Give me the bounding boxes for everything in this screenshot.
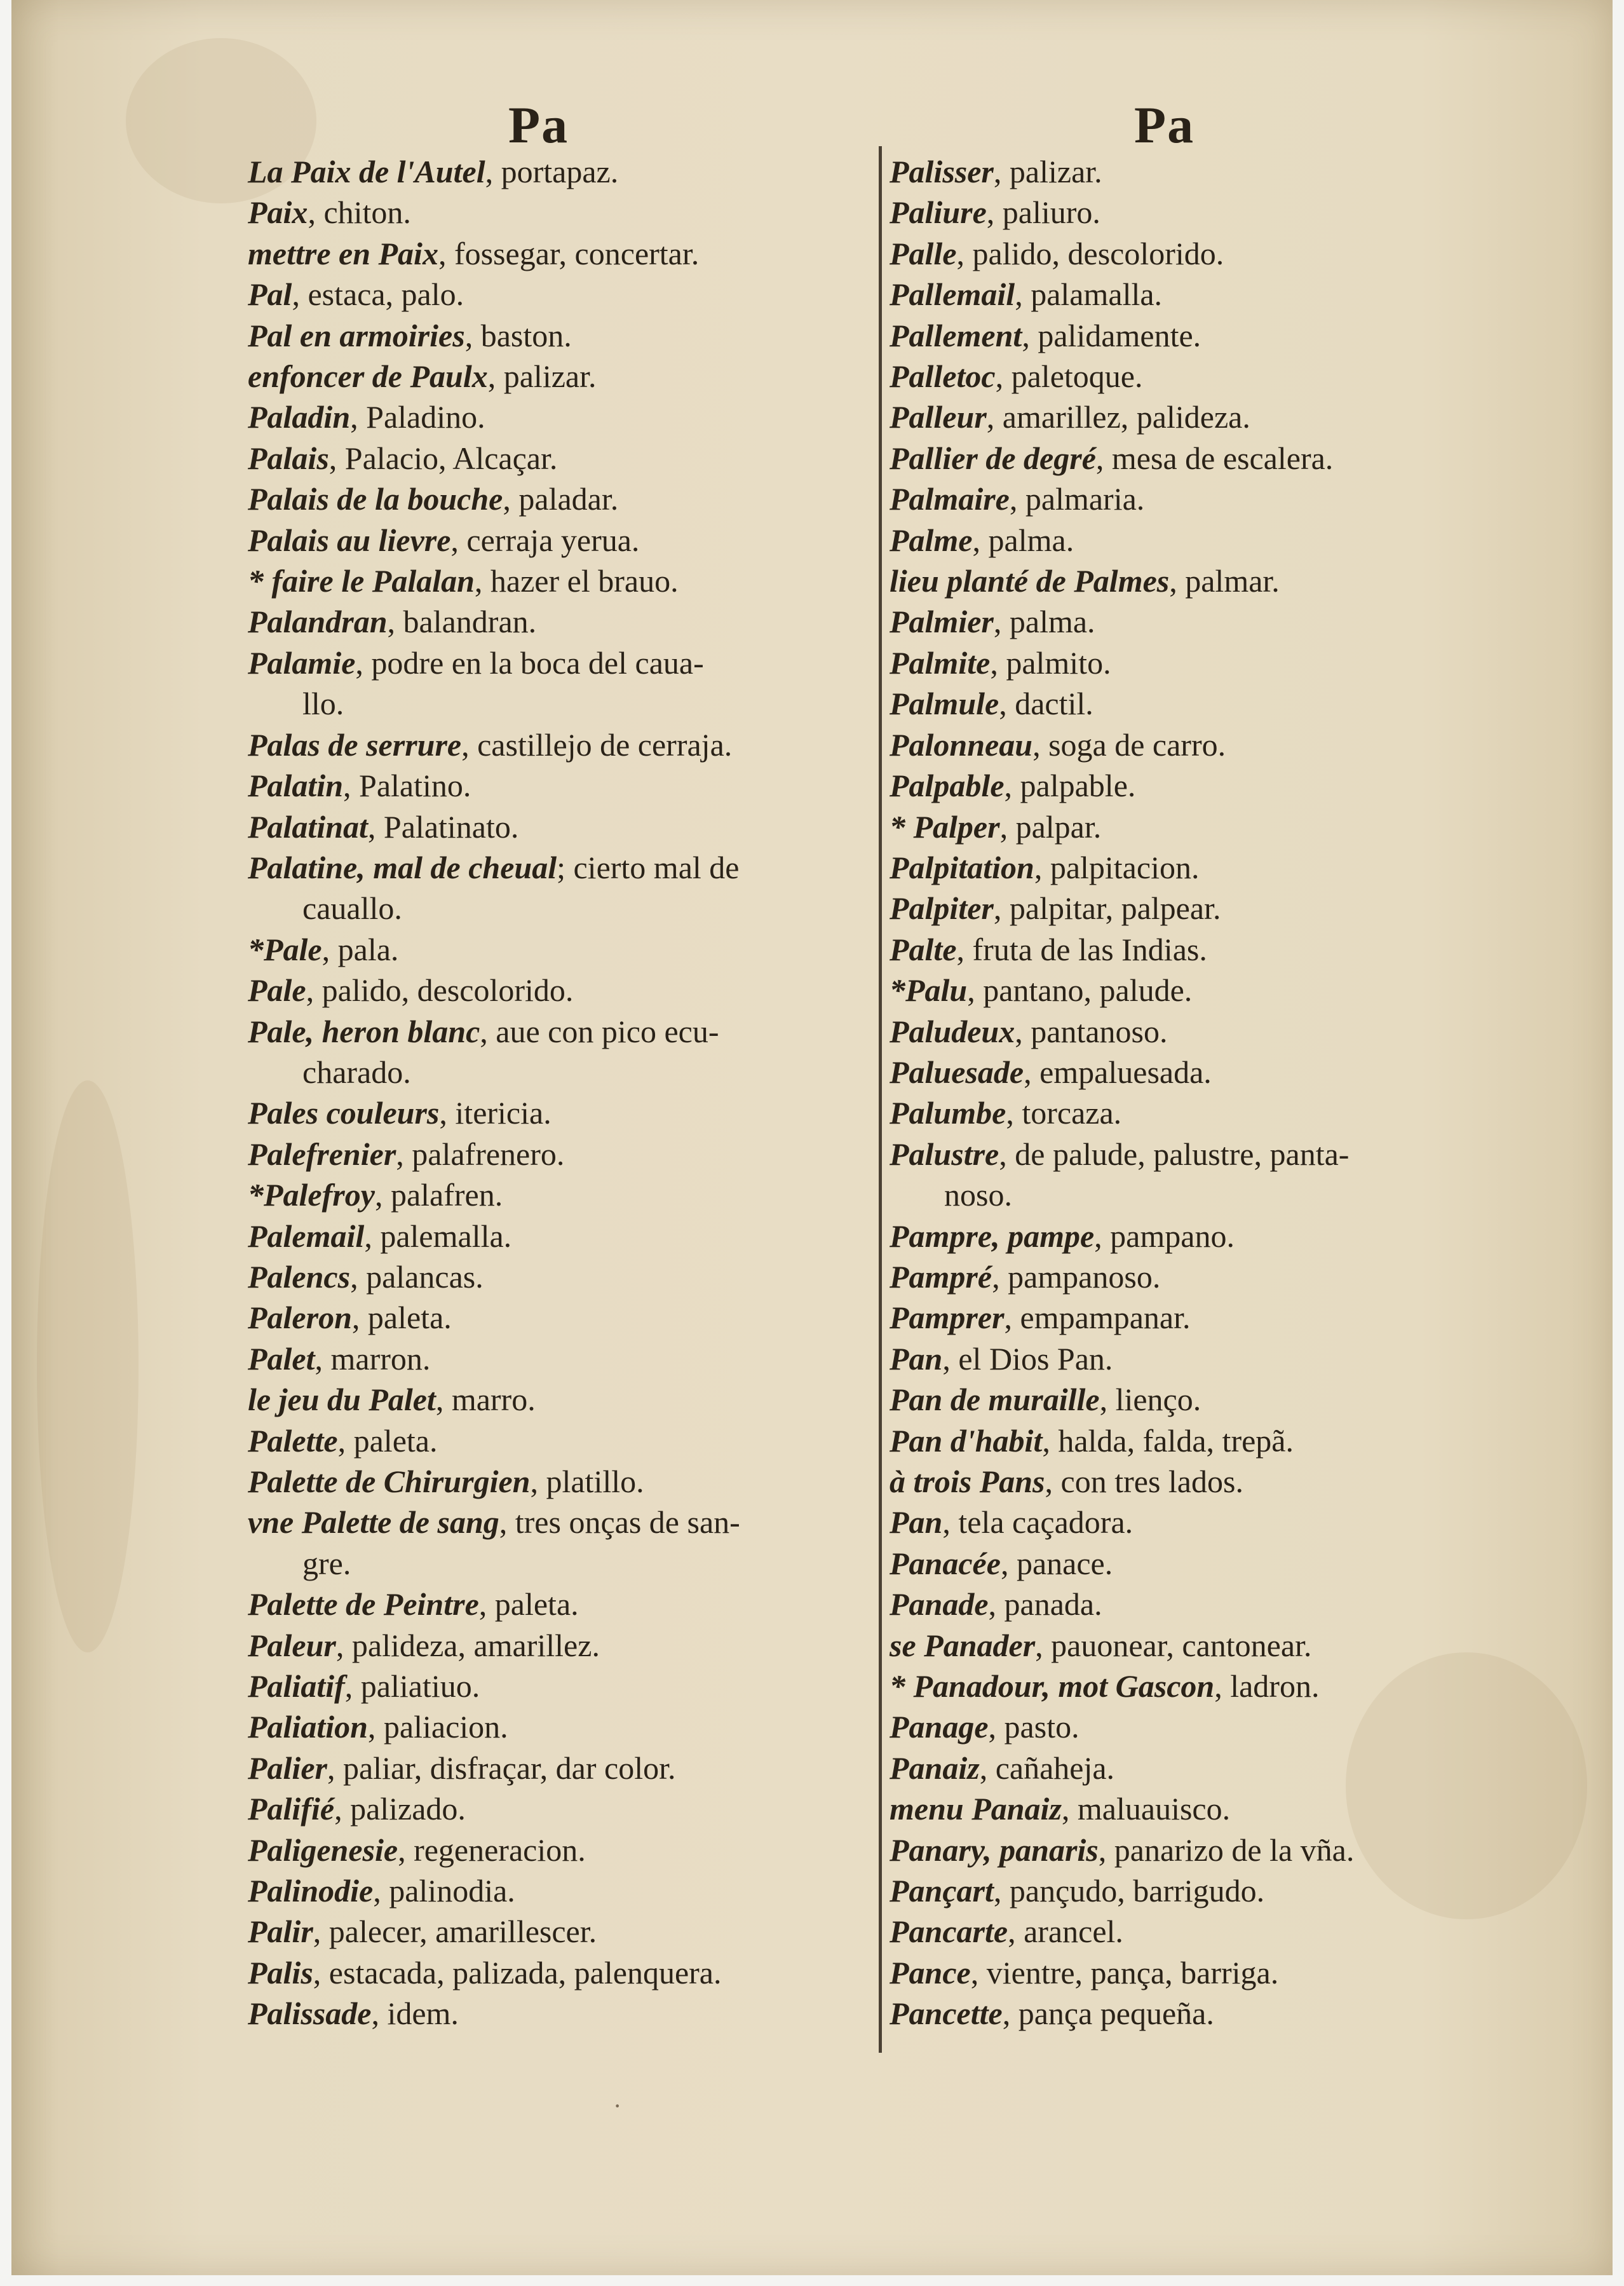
dictionary-entry	[890, 274, 1503, 315]
dictionary-entry	[248, 438, 877, 479]
entry-translation: , lienço.	[1099, 1382, 1201, 1418]
entry-translation: , empampanar.	[1004, 1300, 1191, 1336]
entry-headword: Pale, heron blanc	[248, 1013, 480, 1049]
entry-translation: , pampano.	[1094, 1218, 1235, 1254]
entry-translation: , marron.	[315, 1340, 431, 1377]
entry-headword: menu Panaiz	[890, 1791, 1062, 1827]
entry-headword: Paix	[248, 194, 308, 231]
entry-translation: noso.	[944, 1177, 1012, 1213]
entry-translation: , panace.	[1000, 1545, 1113, 1581]
dictionary-entry	[248, 1543, 877, 1584]
entry-translation: , palideza, amarillez.	[335, 1627, 600, 1663]
dictionary-entry	[248, 683, 877, 724]
dictionary-entry	[890, 806, 1503, 847]
dictionary-entry	[890, 1706, 1503, 1747]
dictionary-entry	[890, 1911, 1503, 1952]
entry-headword: *Palefroy	[248, 1177, 375, 1213]
entry-headword: Pallemail	[890, 276, 1015, 313]
entry-translation: , castillejo de cerraja.	[461, 726, 733, 763]
entry-headword: Palier	[248, 1750, 327, 1786]
dictionary-entry	[248, 233, 877, 274]
dictionary-entry	[248, 356, 877, 397]
entry-headword: Palette de Chirurgien	[248, 1464, 531, 1499]
entry-headword: Palas de serrure	[248, 726, 462, 763]
entry-translation: , tres onças de san-	[499, 1504, 740, 1541]
dictionary-entry	[248, 1134, 877, 1174]
dictionary-entry	[248, 970, 877, 1010]
dictionary-entry	[248, 561, 877, 601]
entry-translation: , paleta.	[337, 1422, 438, 1459]
dictionary-entry	[890, 1379, 1503, 1420]
entry-headword: Palmier	[890, 604, 994, 640]
entry-translation: , pançudo, barrigudo.	[993, 1873, 1265, 1909]
dictionary-entry	[890, 233, 1503, 274]
entry-headword: Palmite	[890, 644, 991, 681]
entry-headword: *Pale	[248, 931, 322, 967]
entry-headword: Paliure	[890, 194, 987, 231]
entry-headword: Paligenesie	[248, 1832, 398, 1868]
dictionary-entry	[248, 1625, 877, 1666]
entry-translation: , idem.	[371, 1996, 459, 2032]
dictionary-entry	[890, 1748, 1503, 1788]
dictionary-entry	[248, 1011, 877, 1052]
entry-headword: Palandran	[248, 604, 388, 640]
entry-translation: , panada.	[988, 1586, 1102, 1623]
dictionary-entry	[890, 1420, 1503, 1461]
dictionary-entry	[890, 1584, 1503, 1624]
dictionary-entry	[248, 1870, 877, 1911]
entry-translation: llo.	[302, 686, 344, 722]
dictionary-entry	[248, 1993, 877, 2034]
entry-translation: , palmito.	[990, 644, 1111, 681]
dictionary-entry	[890, 1830, 1503, 1870]
dictionary-entry	[890, 970, 1503, 1010]
entry-headword: Pale	[248, 972, 306, 1009]
entry-translation: , empaluesada.	[1024, 1054, 1212, 1090]
entry-headword: Panage	[890, 1709, 989, 1745]
entry-headword: Palmaire	[890, 481, 1010, 517]
entry-headword: Palte	[890, 931, 957, 967]
entry-translation: , pança pequeña.	[1002, 1996, 1214, 2032]
entry-translation: , ladron.	[1214, 1668, 1320, 1704]
entry-translation: , paliar, disfraçar, dar color.	[327, 1750, 676, 1786]
entry-translation: , paleta.	[478, 1586, 579, 1623]
dictionary-entry	[890, 1174, 1503, 1215]
entry-headword: Palle	[890, 235, 957, 271]
entry-translation: gre.	[302, 1545, 351, 1581]
entry-headword: Pales couleurs	[248, 1095, 440, 1131]
entry-translation: ; cierto mal de	[557, 849, 740, 885]
entry-headword: Palamie	[248, 644, 356, 681]
entry-headword: Pan	[890, 1504, 943, 1541]
dictionary-entry	[248, 1420, 877, 1461]
entry-translation: , soga de carro.	[1032, 726, 1226, 763]
entry-translation: , hazer el brauo.	[474, 563, 679, 599]
entry-translation: , de palude, palustre, panta-	[999, 1136, 1350, 1172]
dictionary-entry	[890, 1788, 1503, 1829]
dictionary-entry	[248, 1788, 877, 1829]
entry-headword: lieu planté de Palmes	[890, 563, 1170, 599]
entry-headword: Pamprer	[890, 1300, 1005, 1336]
entry-headword: Palette	[248, 1422, 338, 1459]
entry-translation: , palmar.	[1169, 563, 1280, 599]
dictionary-entry	[248, 725, 877, 765]
dictionary-entry	[248, 1952, 877, 1993]
entry-headword: se Panader	[890, 1627, 1036, 1663]
entry-translation: , palpitar, palpear.	[993, 890, 1221, 927]
dictionary-entry	[248, 806, 877, 847]
running-header-left: Pa	[508, 96, 569, 154]
entry-translation: , itericia.	[439, 1095, 551, 1131]
dictionary-entry	[890, 1870, 1503, 1911]
entry-headword: Pan d'habit	[890, 1422, 1043, 1459]
dictionary-entry	[248, 1911, 877, 1952]
entry-translation: , estaca, palo.	[292, 276, 464, 313]
entry-headword: Pan de muraille	[890, 1382, 1100, 1418]
entry-headword: Palpable	[890, 768, 1005, 804]
entry-headword: * faire le Palalan	[248, 563, 475, 599]
entry-headword: Palet	[248, 1340, 315, 1377]
entry-translation: , paliacion.	[367, 1709, 508, 1745]
entry-headword: * Palper	[890, 808, 1000, 845]
entry-headword: Palencs	[248, 1258, 351, 1295]
dictionary-entry	[890, 192, 1503, 233]
dictionary-entry	[890, 725, 1503, 765]
column-rule	[879, 146, 882, 2053]
entry-headword: Palpitation	[890, 849, 1034, 885]
entry-headword: Pal	[248, 276, 292, 313]
entry-translation: , palma.	[993, 604, 1095, 640]
dictionary-entry	[248, 479, 877, 519]
dictionary-entry	[890, 847, 1503, 888]
entry-headword: Pançart	[890, 1873, 994, 1909]
dictionary-entry	[248, 1052, 877, 1092]
entry-headword: Palisser	[890, 154, 994, 189]
dictionary-entry	[890, 561, 1503, 601]
dictionary-entry	[890, 438, 1503, 479]
entry-headword: Palmule	[890, 686, 999, 722]
entry-headword: Palatin	[248, 768, 344, 804]
dictionary-entry	[248, 1706, 877, 1747]
dictionary-entry	[248, 888, 877, 929]
entry-translation: , chiton.	[308, 194, 411, 231]
entry-translation: , fruta de las Indias.	[956, 931, 1207, 967]
entry-translation: , amarillez, palideza.	[986, 399, 1250, 435]
entry-translation: , pampanoso.	[992, 1258, 1161, 1295]
entry-headword: Panaiz	[890, 1750, 980, 1786]
dictionary-entry	[890, 601, 1503, 642]
entry-headword: Paladin	[248, 399, 351, 435]
entry-headword: Pancette	[890, 1996, 1003, 2032]
entry-headword: à trois Pans	[890, 1464, 1045, 1499]
entry-headword: Pampre, pampe	[890, 1218, 1095, 1254]
dictionary-entry	[248, 274, 877, 315]
entry-translation: , pantano, palude.	[967, 972, 1193, 1009]
entry-translation: , palafrenero.	[396, 1136, 565, 1172]
entry-translation: , dactil.	[999, 686, 1093, 722]
entry-translation: , pasto.	[988, 1709, 1079, 1745]
entry-translation: , palido, descolorido.	[306, 972, 574, 1009]
entry-translation: , paletoque.	[995, 358, 1143, 395]
entry-translation: , el Dios Pan.	[942, 1340, 1113, 1377]
dictionary-entry	[248, 1830, 877, 1870]
dictionary-entry	[248, 847, 877, 888]
entry-translation: , palafren.	[374, 1177, 503, 1213]
entry-translation: , paladar.	[503, 481, 619, 517]
entry-headword: Palonneau	[890, 726, 1033, 763]
dictionary-entry	[248, 1502, 877, 1542]
dictionary-entry	[890, 1625, 1503, 1666]
entry-translation: , marro.	[435, 1382, 536, 1418]
entry-headword: Palissade	[248, 1996, 372, 2032]
entry-translation: cauallo.	[302, 890, 402, 927]
entry-translation: , paliuro.	[986, 194, 1100, 231]
entry-headword: Palatine, mal de cheual	[248, 849, 557, 885]
entry-translation: , palizar.	[993, 154, 1102, 189]
entry-headword: *Palu	[890, 972, 968, 1009]
entry-translation: , palidamente.	[1022, 317, 1201, 353]
entry-translation: , estacada, palizada, palenquera.	[313, 1954, 722, 1990]
entry-translation: , fossegar, concertar.	[438, 235, 700, 271]
entry-headword: Paludeux	[890, 1013, 1015, 1049]
entry-translation: , torcaza.	[1006, 1095, 1122, 1131]
entry-headword: Palleur	[890, 399, 987, 435]
entry-translation: , mesa de escalera.	[1095, 440, 1334, 476]
entry-headword: Palatinat	[248, 808, 368, 845]
entry-headword: Palemail	[248, 1218, 365, 1254]
paper-stain	[37, 1080, 139, 1652]
entry-translation: , palido, descolorido.	[956, 235, 1224, 271]
entry-headword: Paliation	[248, 1709, 368, 1745]
dictionary-entry	[248, 765, 877, 806]
entry-translation: , tela caçadora.	[942, 1504, 1133, 1541]
dictionary-entry	[890, 1461, 1503, 1502]
running-header-right: Pa	[1134, 96, 1195, 154]
entry-headword: * Panadour, mot Gascon	[890, 1668, 1215, 1704]
entry-headword: Palumbe	[890, 1095, 1006, 1131]
dictionary-entry	[890, 315, 1503, 356]
entry-headword: Pance	[890, 1954, 971, 1990]
dictionary-entry	[890, 1543, 1503, 1584]
dictionary-entry	[248, 929, 877, 970]
entry-headword: Pampré	[890, 1258, 992, 1295]
entry-translation: , balandran.	[387, 604, 537, 640]
entry-headword: Palais de la bouche	[248, 481, 503, 517]
entry-headword: Palais	[248, 440, 329, 476]
dictionary-entry	[890, 1052, 1503, 1092]
entry-translation: , pala.	[321, 931, 399, 967]
dictionary-entry	[890, 151, 1503, 192]
entry-translation: , palamalla.	[1015, 276, 1163, 313]
entry-headword: Panade	[890, 1586, 989, 1623]
dictionary-entry	[248, 151, 877, 192]
dictionary-entry	[890, 888, 1503, 929]
entry-translation: , palecer, amarillescer.	[313, 1914, 597, 1950]
dictionary-entry	[890, 1297, 1503, 1338]
dictionary-entry	[890, 1338, 1503, 1379]
dictionary-entry	[248, 1297, 877, 1338]
dictionary-entry	[248, 643, 877, 683]
page-mark-ornament: ·	[613, 2092, 622, 2120]
entry-headword: La Paix de l'Autel	[248, 154, 485, 189]
entry-headword: Pancarte	[890, 1914, 1008, 1950]
entry-translation: , palpar.	[999, 808, 1102, 845]
entry-headword: Palis	[248, 1954, 313, 1990]
entry-headword: Palustre	[890, 1136, 999, 1172]
dictionary-entry	[248, 1748, 877, 1788]
entry-translation: , vientre, pança, barriga.	[970, 1954, 1279, 1990]
entry-headword: Palette de Peintre	[248, 1586, 479, 1623]
entry-translation: , con tres lados.	[1045, 1464, 1243, 1499]
entry-headword: vne Palette de sang	[248, 1504, 499, 1541]
entry-translation: , cañaheja.	[979, 1750, 1115, 1786]
entry-translation: , palizado.	[334, 1791, 466, 1827]
dictionary-entry	[890, 1011, 1503, 1052]
entry-translation: , maluauisco.	[1061, 1791, 1231, 1827]
dictionary-entry	[248, 315, 877, 356]
entry-translation: , paleta.	[351, 1300, 452, 1336]
entry-translation: , aue con pico ecu-	[480, 1013, 719, 1049]
dictionary-entry	[890, 1134, 1503, 1174]
entry-headword: Palpiter	[890, 890, 994, 927]
entry-headword: Pan	[890, 1340, 943, 1377]
dictionary-entry	[890, 1092, 1503, 1133]
entry-headword: Palefrenier	[248, 1136, 396, 1172]
entry-headword: enfoncer de Paulx	[248, 358, 488, 395]
entry-translation: , Palacio, Alcaçar.	[328, 440, 558, 476]
dictionary-entry	[248, 1216, 877, 1256]
entry-headword: le jeu du Palet	[248, 1382, 436, 1418]
dictionary-entry	[890, 1502, 1503, 1542]
entry-headword: Palletoc	[890, 358, 996, 395]
dictionary-entry	[248, 1379, 877, 1420]
entry-headword: Pallier de degré	[890, 440, 1096, 476]
dictionary-entry	[890, 1666, 1503, 1706]
right-column	[890, 151, 1503, 2034]
entry-headword: Paleur	[248, 1627, 336, 1663]
dictionary-entry	[248, 520, 877, 561]
entry-headword: Palifié	[248, 1791, 335, 1827]
dictionary-entry	[890, 765, 1503, 806]
entry-translation: , regeneracion.	[398, 1832, 586, 1868]
dictionary-entry	[890, 929, 1503, 970]
entry-translation: , palinodia.	[373, 1873, 515, 1909]
left-column	[248, 151, 877, 2034]
entry-translation: , pauonear, cantonear.	[1035, 1627, 1312, 1663]
dictionary-entry	[890, 1993, 1503, 2034]
dictionary-entry	[248, 192, 877, 233]
entry-translation: charado.	[302, 1054, 411, 1090]
entry-headword: mettre en Paix	[248, 235, 438, 271]
dictionary-entry	[890, 356, 1503, 397]
dictionary-entry	[890, 479, 1503, 519]
entry-translation: , arancel.	[1008, 1914, 1123, 1950]
dictionary-entry	[248, 397, 877, 437]
entry-headword: Paluesade	[890, 1054, 1024, 1090]
dictionary-entry	[890, 520, 1503, 561]
entry-translation: , Palatinato.	[367, 808, 519, 845]
entry-translation: , palpable.	[1004, 768, 1136, 804]
entry-headword: Paliatif	[248, 1668, 345, 1704]
entry-headword: Paleron	[248, 1300, 352, 1336]
dictionary-entry	[248, 601, 877, 642]
entry-headword: Panary, panaris	[890, 1832, 1099, 1868]
entry-translation: , platillo.	[530, 1464, 644, 1499]
entry-translation: , palizar.	[487, 358, 597, 395]
dictionary-entry	[248, 1092, 877, 1133]
entry-headword: Palir	[248, 1914, 313, 1950]
entry-translation: , Palatino.	[343, 768, 471, 804]
entry-translation: , Paladino.	[350, 399, 485, 435]
entry-headword: Panacée	[890, 1545, 1001, 1581]
entry-translation: , palancas.	[350, 1258, 484, 1295]
entry-translation: , halda, falda, trepã.	[1042, 1422, 1294, 1459]
entry-translation: , portapaz.	[485, 154, 619, 189]
entry-translation: , palemalla.	[364, 1218, 512, 1254]
dictionary-entry	[890, 397, 1503, 437]
dictionary-entry	[248, 1338, 877, 1379]
dictionary-entry	[248, 1256, 877, 1297]
dictionary-entry	[248, 1174, 877, 1215]
entry-translation: , palmaria.	[1009, 481, 1145, 517]
entry-translation: , baston.	[464, 317, 572, 353]
entry-translation: , palma.	[972, 522, 1074, 558]
dictionary-entry	[890, 1952, 1503, 1993]
entry-translation: , paliatiuo.	[344, 1668, 480, 1704]
dictionary-entry	[248, 1584, 877, 1624]
entry-translation: , podre en la boca del caua-	[355, 644, 704, 681]
dictionary-entry	[890, 1216, 1503, 1256]
dictionary-entry	[890, 1256, 1503, 1297]
dictionary-entry	[890, 683, 1503, 724]
entry-headword: Pal en armoiries	[248, 317, 465, 353]
entry-headword: Pallement	[890, 317, 1022, 353]
entry-translation: , cerraja yerua.	[450, 522, 640, 558]
dictionary-entry	[248, 1461, 877, 1502]
entry-translation: , pantanoso.	[1015, 1013, 1168, 1049]
entry-headword: Palinodie	[248, 1873, 374, 1909]
dictionary-entry	[890, 643, 1503, 683]
dictionary-entry	[248, 1666, 877, 1706]
entry-headword: Palais au lievre	[248, 522, 451, 558]
entry-headword: Palme	[890, 522, 973, 558]
entry-translation: , panarizo de la vña.	[1098, 1832, 1355, 1868]
entry-translation: , palpitacion.	[1034, 849, 1200, 885]
